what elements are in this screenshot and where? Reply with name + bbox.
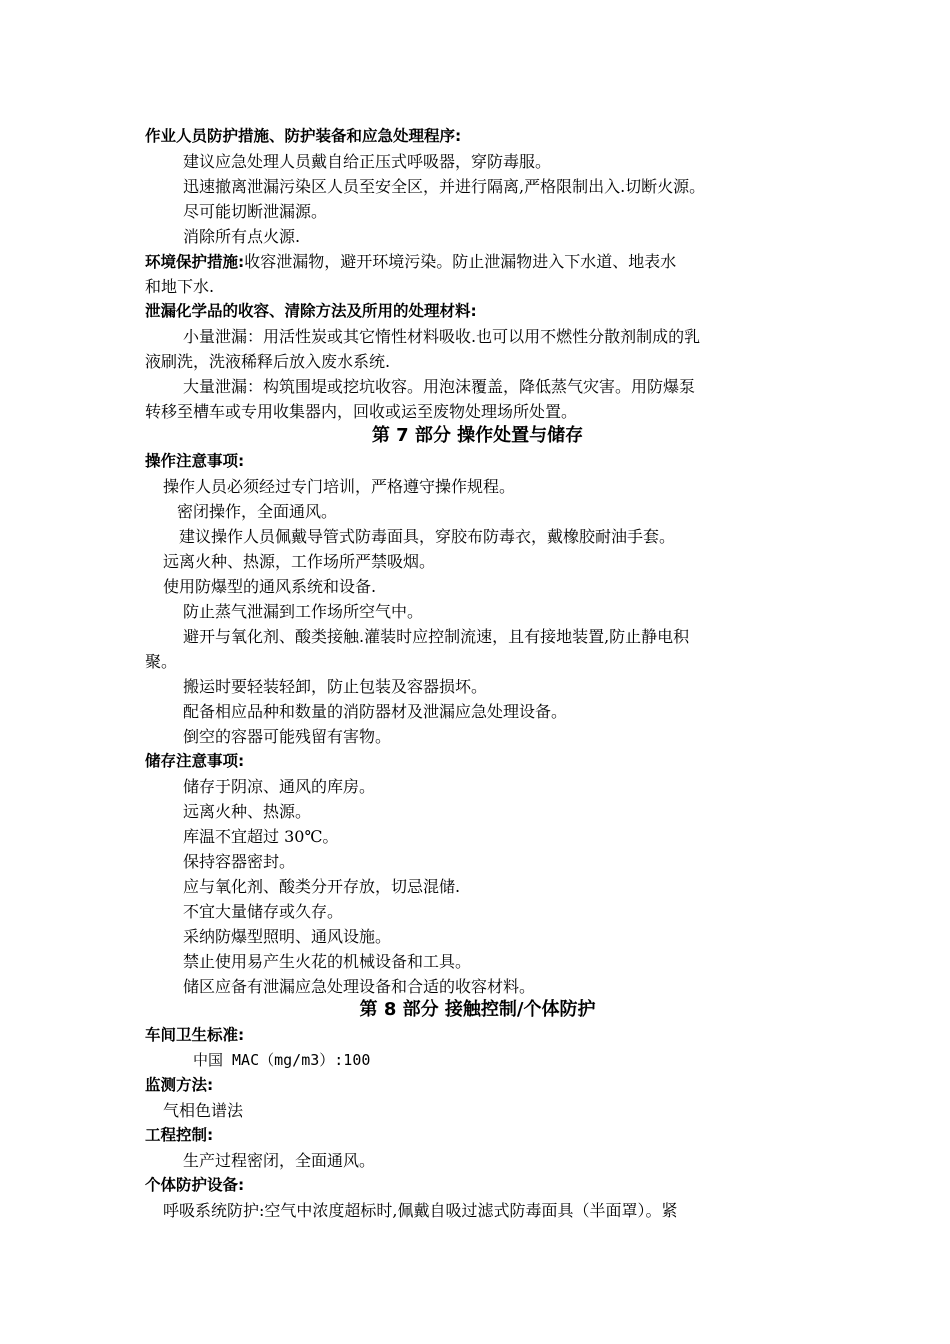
monitoring-value: 气相色谱法 [163, 1101, 244, 1120]
section-7-title: 第 7 部分 操作处置与储存 [371, 425, 584, 446]
handling-label: 操作注意事项: [145, 452, 245, 470]
personnel-protection-label: 作业人员防护措施、防护装备和应急处理程序: [145, 127, 462, 145]
env-protection-label: 环境保护措施: [145, 253, 245, 271]
storage-label: 储存注意事项: [145, 752, 245, 770]
paragraph: 迅速撤离泄漏污染区人员至安全区，并进行隔离,严格限制出入.切断火源。 [183, 177, 706, 196]
paragraph: 液刷洗，洗液稀释后放入废水系统. [145, 352, 391, 371]
paragraph: 库温不宜超过 30℃。 [183, 827, 339, 846]
cleanup-label: 泄漏化学品的收容、清除方法及所用的处理材料: [145, 302, 477, 320]
section-8-title: 第 8 部分 接触控制/个体防护 [359, 999, 596, 1020]
paragraph: 大量泄漏：构筑围堤或挖坑收容。用泡沫覆盖，降低蒸气灾害。用防爆泵 [183, 377, 696, 396]
hygiene-standard-label: 车间卫生标准: [145, 1026, 245, 1044]
paragraph: 储区应备有泄漏应急处理设备和合适的收容材料。 [183, 977, 536, 996]
respiratory-protection-text: 呼吸系统防护:空气中浓度超标时,佩戴自吸过滤式防毒面具（半面罩）。紧 [163, 1201, 678, 1220]
paragraph: 避开与氧化剂、酸类接触.灌装时应控制流速，且有接地装置,防止静电积 [183, 627, 690, 646]
paragraph: 倒空的容器可能残留有害物。 [183, 727, 392, 746]
paragraph: 配备相应品种和数量的消防器材及泄漏应急处理设备。 [183, 702, 568, 721]
paragraph: 远离火种、热源。 [183, 802, 312, 821]
paragraph: 消除所有点火源. [183, 227, 301, 246]
paragraph: 应与氧化剂、酸类分开存放，切忌混储. [183, 877, 461, 896]
hygiene-standard-value: 中国 MAC（mg/m3）:100 [193, 1051, 371, 1069]
paragraph: 操作人员必须经过专门培训，严格遵守操作规程。 [163, 477, 516, 496]
env-protection-text: 收容泄漏物，避开环境污染。防止泄漏物进入下水道、地表水 [244, 252, 677, 271]
paragraph: 禁止使用易产生火花的机械设备和工具。 [183, 952, 472, 971]
paragraph: 远离火种、热源，工作场所严禁吸烟。 [163, 552, 436, 571]
paragraph: 搬运时要轻装轻卸，防止包装及容器损坏。 [183, 677, 488, 696]
paragraph: 尽可能切断泄漏源。 [183, 202, 328, 221]
paragraph: 聚。 [145, 652, 178, 671]
paragraph: 建议操作人员佩戴导管式防毒面具，穿胶布防毒衣，戴橡胶耐油手套。 [179, 527, 676, 546]
engineering-control-value: 生产过程密闭，全面通风。 [183, 1151, 376, 1170]
paragraph: 建议应急处理人员戴自给正压式呼吸器，穿防毒服。 [183, 152, 552, 171]
paragraph: 保持容器密封。 [183, 852, 296, 871]
paragraph: 使用防爆型的通风系统和设备. [163, 577, 377, 596]
paragraph: 密闭操作，全面通风。 [177, 502, 338, 521]
paragraph: 储存于阴凉、通风的库房。 [183, 777, 376, 796]
paragraph: 不宜大量储存或久存。 [183, 902, 344, 921]
paragraph: 和地下水. [145, 277, 215, 296]
monitoring-label: 监测方法: [145, 1076, 214, 1094]
engineering-control-label: 工程控制: [145, 1126, 214, 1144]
paragraph: 防止蒸气泄漏到工作场所空气中。 [183, 602, 424, 621]
paragraph: 采纳防爆型照明、通风设施。 [183, 927, 392, 946]
ppe-label: 个体防护设备: [145, 1176, 245, 1194]
paragraph: 转移至槽车或专用收集器内，回收或运至废物处理场所处置。 [145, 402, 578, 421]
paragraph: 小量泄漏：用活性炭或其它惰性材料吸收.也可以用不燃性分散剂制成的乳 [183, 327, 701, 346]
env-protection-line [145, 249, 810, 274]
